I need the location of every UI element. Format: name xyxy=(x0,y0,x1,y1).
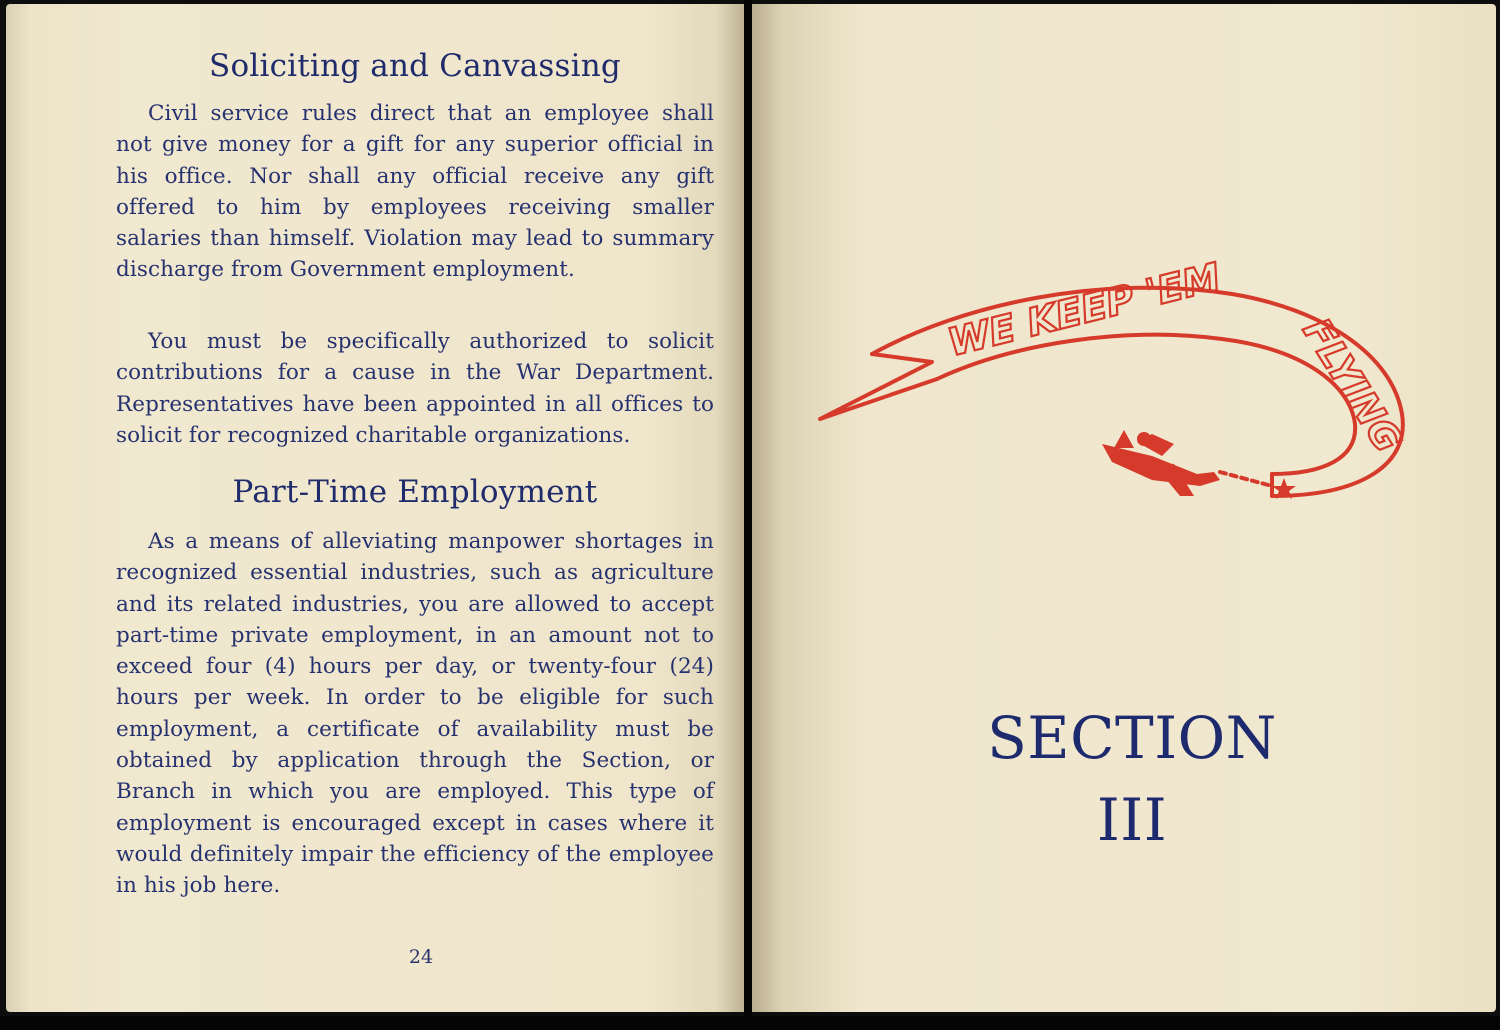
paragraph-solicit-authorization: You must be specifically authorized to solicit contributions for a cause in the War Department. Representatives have been appointed in all offices to solicit for recognized charitable organizations. xyxy=(116,329,714,448)
section-label: SECTION xyxy=(987,704,1277,772)
airplane-banner-icon xyxy=(802,234,1462,544)
bottom-edge xyxy=(0,1016,1500,1030)
paragraph-part-time-rules: As a means of alleviating manpower shortages in recognized essential industries, such as agriculture and its related industries, you are allowed to accept part-time private employment, in an amount not to exceed four (4) hours per day, or twenty-four (24) hours per week. In order to be eligible for such employment, a certificate of availability must be obtained by application through the Section, or Branch in which you are employed. This type of employment is encouraged except in cases where it would definitely impair the efficiency of the employee in his job here. xyxy=(116,529,714,899)
svg-text:FLYING: FLYING xyxy=(1294,310,1411,461)
section-numeral: III xyxy=(1096,786,1168,854)
book-gutter xyxy=(744,0,752,1016)
heading-soliciting-canvassing: Soliciting and Canvassing xyxy=(209,48,621,84)
page-number: 24 xyxy=(408,946,434,968)
svg-text:WE KEEP 'EM: WE KEEP 'EM xyxy=(943,254,1225,365)
left-page xyxy=(6,4,744,1012)
paragraph-gifts-rule: Civil service rules direct that an employee shall not give money for a gift for any superior official in his office. Nor shall any official receive any gift offered to him by employees receiving smaller salaries than himself. Violation may lead to summary discharge from Government employment. xyxy=(116,101,714,283)
heading-part-time-employment: Part-Time Employment xyxy=(232,474,598,510)
right-page xyxy=(752,4,1496,1012)
